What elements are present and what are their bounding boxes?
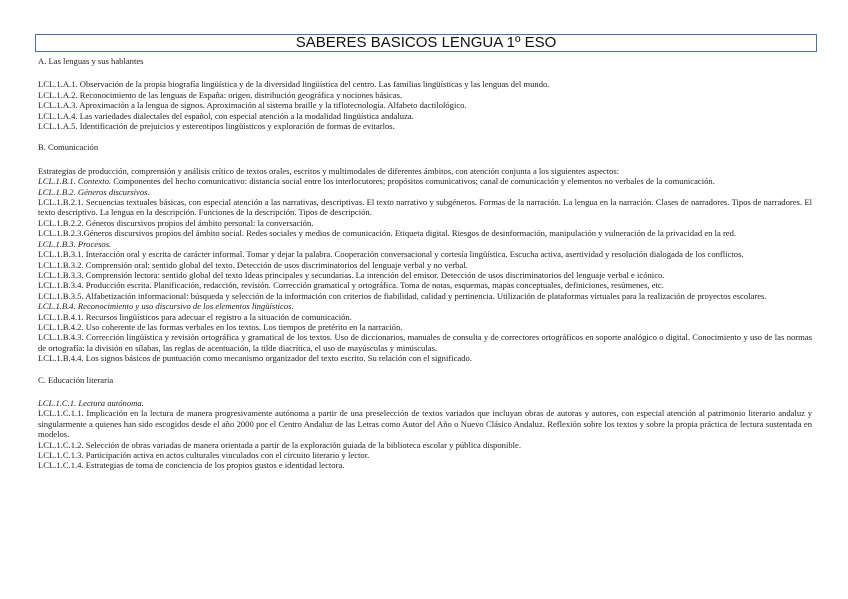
list-item: LCL.1.B.2.3.Géneros discursivos propios del ámbito social. Redes sociales y medios de comunicación. Etiqueta digital. Riesgos de desinformación, manipulación y vulneración de la privacidad en la red. — [38, 228, 737, 239]
list-item: LCL.1.A.4. Las variedades dialectales del español, con especial atención a la modalidad lingüística andaluza. — [38, 110, 414, 121]
document-body — [38, 56, 812, 471]
list-item: LCL.1.B.3.4. Producción escrita. Planificación, redacción, revisión. Corrección gramatical y ortográfica. Toma de notas, esquemas, mapas conceptuales, definiciones, resúmenes, etc. — [38, 280, 664, 291]
list-item: LCL.1.A.3. Aproximación a la lengua de signos. Aproximación al sistema braille y la tiflotecnología. Alfabeto dactilológico. — [38, 100, 467, 111]
list-item: LCL.1.B.3.1. Interacción oral y escrita de carácter informal. Tomar y dejar la palabra. Cooperación conversacional y cortesía lingüística. Escucha activa, asertividad y resolución dialogada de los conflictos. — [38, 249, 744, 260]
section-b-heading: B. Comunicación — [38, 142, 99, 153]
section-a-heading: A. Las lenguas y sus hablantes — [38, 56, 144, 66]
reconocimiento-label: LCL.1.B.4. Reconocimiento y uso discursivo de los elementos lingüísticos. — [38, 301, 294, 312]
procesos-label: LCL.1.B.3. Procesos. — [38, 238, 112, 249]
generos-label: LCL.1.B.2. Géneros discursivos. — [38, 186, 150, 197]
list-item: LCL.1.B.4.4. Los signos básicos de puntuación como mecanismo organizador del texto escrito. Su relación con el significado. — [38, 353, 472, 364]
list-item: LCL.1.B.3.2. Comprensión oral: sentido global del texto. Detección de usos discriminatorios del lenguaje verbal y no verbal. — [38, 259, 468, 270]
list-item: LCL.1.B.3.3. Comprensión lectora: sentido global del texto Ideas principales y secundarias. La intención del emisor. Detección de usos discriminatorios del lenguaje verbal e icónico. — [38, 269, 665, 280]
list-item: LCL.1.C.1.4. Estrategias de toma de conciencia de los propios gustos e identidad lectora. — [38, 460, 345, 471]
list-item: LCL.1.C.1.1. Implicación en la lectura de manera progresivamente autónoma a partir de una preselección de textos variados que incluyan obras de autoras y autores, con especial atención al patrimonio literario andaluz y singularmente a quienes han sido escogidos desde el año 2000 por el Centro Andaluz de las Letras como Autor del Año o Nuevo Clásico Andaluz. Reflexión sobre los textos y sobre la propia práctica de lectura sustentada en modelos. — [38, 408, 812, 440]
contexto-label: LCL.1.B.1. Contexto. — [38, 176, 112, 187]
list-item: LCL.1.A.2. Reconocimiento de las lenguas de España: origen, distribución geográfica y nociones básicas. — [38, 89, 403, 100]
list-item: LCL.1.A.5. Identificación de prejuicios y estereotipos lingüísticos y exploración de formas de evitarlos. — [38, 121, 395, 132]
list-item: LCL.1.C.1.2. Selección de obras variadas de manera orientada a partir de la exploración guiada de la biblioteca escolar y pública disponible. — [38, 439, 521, 450]
section-c-heading: C. Educación literaria — [38, 374, 114, 385]
list-item: LCL.1.B.2.1. Secuencias textuales básicas, con especial atención a las narrativas, descriptivas. El texto narrativo y subgéneros. Formas de la narración. La lengua en la narración. Clases de narradores. Tipos de narradores. El texto descriptivo. La lengua en la descripción. Funciones de la descripción. Tipos de descripción. — [38, 197, 812, 218]
contexto-paragraph — [38, 176, 812, 186]
list-item: LCL.1.C.1.3. Participación activa en actos culturales vinculados con el circuito literario y lector. — [38, 450, 370, 460]
page-title: SABERES BASICOS LENGUA 1º ESO — [35, 34, 817, 52]
lectura-label: LCL.1.C.1. Lectura autónoma. — [38, 397, 144, 408]
list-item: LCL.1.B.4.2. Uso coherente de las formas verbales en los textos. Los tiempos de pretérito en la narración. — [38, 321, 403, 332]
list-item: LCL.1.B.2.2. Géneros discursivos propios del ámbito personal: la conversación. — [38, 217, 314, 228]
list-item: LCL.1.B.4.3. Corrección lingüística y revisión ortográfica y gramatical de los textos. Uso de diccionarios, manuales de consulta y de correctores ortográficos en soporte analógico o digital. Conocimiento y uso de las normas de ortografía: la división en sílabas, las reglas de acentuación, la tilde diacrítica, el uso de mayúsculas y minúsculas. — [38, 332, 812, 353]
section-b-intro: Estrategias de producción, comprensión y análisis crítico de textos orales, escritos y multimodales de diferentes ámbitos, con atención conjunta a los siguientes aspectos: — [38, 165, 620, 176]
list-item: LCL.1.B.3.5. Alfabetización informacional: búsqueda y selección de la información con criterios de fiabilidad, calidad y pertinencia. Utilización de plataformas virtuales para la realización de proyectos escolares. — [38, 290, 767, 301]
list-item: LCL.1.A.1. Observación de la propia biografía lingüística y de la diversidad lingüística del centro. Las familias lingüísticas y las lenguas del mundo. — [38, 79, 550, 90]
contexto-text: Componentes del hecho comunicativo: distancia social entre los interlocutores; propósitos comunicativos; canal de comunicación y elementos no verbales de la comunicación. — [111, 176, 715, 187]
list-item: LCL.1.B.4.1. Recursos lingüísticos para adecuar el registro a la situación de comunicación. — [38, 311, 352, 322]
